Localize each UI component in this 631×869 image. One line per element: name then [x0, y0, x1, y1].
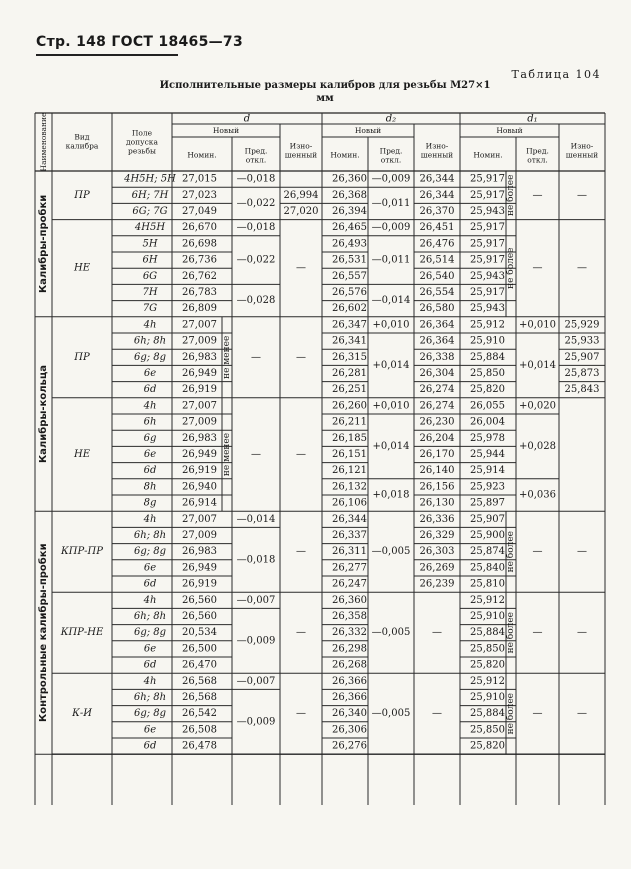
d2-nom-value: 26,132 [332, 481, 367, 493]
d2-nom-value: 26,332 [332, 627, 367, 639]
d1-worn-value: — [577, 546, 587, 558]
d-nom-value: 27,007 [182, 400, 217, 412]
d-nom-value: 26,783 [182, 287, 217, 298]
header-nominal: Номин. [330, 150, 360, 160]
d2-nom-value: 26,368 [332, 189, 367, 201]
d1-nom-value: 25,874 [470, 546, 505, 558]
d1-nom-value: 25,820 [470, 740, 505, 752]
header-tolerance: резьбы [128, 146, 156, 156]
d1-dev-value: +0,014 [518, 359, 557, 371]
d-nom-value: 26,470 [182, 659, 217, 671]
d1-nom-value: 25,912 [470, 319, 505, 331]
header-worn: Изно- [570, 141, 594, 151]
d1-nom-value: 25,810 [470, 578, 505, 590]
d-nom-value: 26,560 [182, 611, 217, 622]
header-deviation: откл. [380, 155, 402, 165]
d-dev-value: —0,007 [236, 675, 276, 687]
d1-worn-value: — [577, 262, 587, 274]
d-nom-value: 26,698 [182, 238, 217, 250]
kind-label: КПР-НЕ [60, 627, 104, 639]
d1-nom-value: 25,943 [470, 206, 505, 217]
d2-worn-value: 26,329 [419, 530, 455, 541]
d2-dev-value: —0,005 [371, 708, 411, 720]
d1-dev-value: — [532, 627, 543, 639]
tolerance-field: 6e [143, 724, 157, 736]
d-nom-value: 27,009 [182, 530, 217, 541]
tolerance-field: 6G [142, 270, 158, 282]
d-nom-value: 20,534 [182, 627, 217, 639]
tolerance-field: 6h; 8h [133, 335, 167, 347]
d-nom-value: 26,919 [182, 578, 217, 590]
header-deviation: Пред. [379, 146, 403, 156]
header-new: Новый [354, 126, 382, 135]
d2-worn-value: 26,156 [419, 481, 455, 493]
kind-label: КПР-ПР [60, 546, 104, 558]
group-label: Контрольные калибры-пробки [38, 543, 49, 722]
d1-worn-value: — [577, 189, 587, 201]
d2-dev-value: —0,009 [371, 173, 411, 185]
d1-worn-value: — [577, 708, 587, 720]
page-header: Стр. 148 ГОСТ 18465—73 [36, 34, 244, 50]
d1-dev-value: — [532, 189, 543, 201]
d2-dev-value: +0,014 [372, 359, 410, 371]
d2-nom-value: 26,347 [332, 319, 367, 331]
d-dev-value: — [251, 351, 261, 363]
d-worn-value: — [296, 627, 306, 639]
d2-nom-value: 26,315 [332, 351, 367, 363]
d2-nom-value: 26,360 [332, 173, 367, 185]
d1-nom-value: 25,850 [470, 368, 505, 379]
d2-nom-value: 26,341 [332, 335, 367, 347]
d2-worn-value: 26,274 [419, 384, 455, 396]
header-kind: Вид [74, 132, 90, 142]
d1-nom-value: 25,943 [470, 270, 505, 282]
d-nom-value: 27,049 [182, 206, 217, 217]
d2-worn-value: 26,514 [419, 254, 455, 266]
d1-nom-value: 25,900 [470, 530, 505, 541]
d2-nom-value: 26,276 [332, 740, 367, 752]
tolerance-field: 6d [143, 578, 157, 590]
kind-label: НЕ [73, 262, 91, 274]
d2-worn-value: 26,239 [419, 578, 455, 590]
header-kind: калибра [65, 141, 99, 151]
d-worn-value: — [296, 546, 306, 558]
d2-nom-value: 26,247 [332, 578, 367, 590]
header-worn: Изно- [425, 141, 449, 151]
d2-worn-value: 26,580 [419, 303, 455, 315]
d2-worn-value: 26,344 [419, 189, 455, 201]
d2-nom-value: 26,277 [332, 562, 367, 574]
tolerance-field: 6e [143, 643, 157, 655]
header-d: d [243, 113, 251, 125]
group-label: Калибры-пробки [38, 194, 49, 294]
header-worn: шенный [565, 150, 599, 160]
table-label: Таблица 104 [511, 68, 601, 81]
d1-nom-value: 25,884 [470, 627, 505, 639]
d1-dev-value: — [532, 262, 543, 274]
d2-nom-value: 26,268 [332, 659, 367, 671]
d-nom-value: 26,670 [182, 222, 217, 234]
d2-dev-value: —0,009 [371, 222, 411, 234]
kind-label: ПР [74, 189, 90, 201]
d-nom-value: 26,568 [182, 675, 217, 687]
d1-nom-value: 25,917 [470, 189, 505, 201]
d1-nom-value: 25,910 [470, 692, 505, 703]
note-vertical: не менее [222, 432, 232, 477]
d2-nom-value: 26,185 [332, 432, 367, 444]
header-d2: d₂ [385, 113, 397, 125]
d1-dev-value: +0,036 [518, 489, 557, 501]
d1-dev-value: +0,028 [518, 440, 557, 452]
d-nom-value: 26,500 [182, 643, 217, 655]
kind-label: НЕ [73, 449, 91, 460]
d-dev-value: —0,018 [236, 222, 276, 234]
header-worn: шенный [284, 150, 318, 160]
d2-worn-value: 26,451 [419, 222, 455, 234]
header-tolerance: допуска [126, 137, 158, 147]
d-nom-value: 26,568 [182, 692, 217, 703]
d2-dev-value: +0,014 [372, 440, 410, 452]
d1-nom-value: 25,850 [470, 724, 505, 736]
tolerance-field: 4h [143, 675, 157, 687]
d1-nom-value: 25,850 [470, 643, 505, 655]
d-nom-value: 27,009 [182, 416, 217, 428]
d1-dev-value: — [532, 546, 543, 558]
d2-nom-value: 26,251 [332, 384, 367, 396]
d2-worn-value: 26,476 [419, 238, 455, 250]
header-deviation: откл. [245, 155, 267, 165]
d1-nom-value: 25,907 [470, 513, 505, 525]
d-nom-value: 26,914 [182, 497, 217, 509]
header-new: Новый [212, 126, 240, 135]
d-nom-value: 26,560 [182, 594, 217, 606]
tolerance-field: 6h; 8h [133, 611, 167, 622]
tolerance-field: 4h [143, 400, 157, 412]
header-nominal: Номин. [473, 150, 503, 160]
d2-worn-value: 26,554 [419, 287, 455, 298]
d1-nom-value: 25,884 [470, 351, 505, 363]
d1-nom-value: 25,820 [470, 384, 505, 396]
tolerance-field: 6d [143, 384, 157, 396]
table-title-line1: Исполнительные размеры калибров для резьбы M27×1 [159, 80, 491, 91]
header-deviation: Пред. [244, 146, 268, 156]
d-nom-value: 26,983 [182, 432, 217, 444]
d1-dev-value: +0,020 [518, 400, 557, 412]
tolerance-field: 6g; 8g [133, 708, 167, 720]
d2-nom-value: 26,121 [332, 465, 367, 477]
tolerance-field: 6H [142, 254, 158, 266]
d2-dev-value: —0,005 [371, 627, 411, 639]
d2-worn-value: — [432, 627, 442, 639]
tolerance-field: 7H [142, 287, 158, 298]
d2-dev-value: +0,010 [372, 319, 410, 331]
tolerance-field: 4h [143, 594, 157, 606]
d1-nom-value: 25,820 [470, 659, 505, 671]
d1-worn-value: — [577, 627, 587, 639]
d2-nom-value: 26,260 [332, 400, 367, 412]
d-nom-value: 26,949 [182, 449, 217, 460]
d-nom-value: 27,015 [182, 173, 217, 185]
d1-nom-value: 25,917 [470, 222, 505, 234]
header-nominal: Номин. [187, 150, 217, 160]
d2-worn-value: 26,344 [419, 173, 455, 185]
d1-dev-value: — [532, 708, 543, 720]
d2-nom-value: 26,306 [332, 724, 367, 736]
tolerance-field: 4H5H [134, 222, 166, 234]
note-vertical: не более [506, 611, 516, 654]
header-new: Новый [496, 126, 523, 135]
kind-label: ПР [74, 351, 90, 363]
tolerance-field: 6G; 7G [132, 206, 168, 217]
header-worn: шенный [420, 150, 454, 160]
d-dev-value: —0,007 [236, 594, 276, 606]
tolerance-field: 6h; 8h [133, 530, 167, 541]
d-nom-value: 26,762 [182, 270, 217, 282]
d-dev-value: —0,022 [236, 197, 276, 209]
header-d1: d₁ [527, 113, 538, 125]
header-tolerance: Поле [131, 128, 153, 138]
header-worn: Изно- [289, 141, 313, 151]
d2-nom-value: 26,576 [332, 287, 367, 298]
tolerance-field: 6d [143, 740, 157, 752]
tolerance-field: 6g; 8g [133, 351, 167, 363]
tolerance-field: 6e [143, 368, 157, 379]
d1-nom-value: 25,914 [470, 465, 505, 477]
d2-nom-value: 26,493 [332, 238, 367, 250]
d-worn-value: — [296, 351, 306, 363]
d-nom-value: 26,542 [182, 708, 217, 720]
table-title-units: мм [316, 93, 334, 104]
d2-worn-value: 26,204 [419, 432, 455, 444]
note-vertical: не менее [222, 335, 232, 379]
d1-nom-value: 25,897 [470, 497, 505, 509]
d1-worn-value: 25,933 [564, 335, 600, 347]
d2-nom-value: 26,281 [332, 368, 367, 379]
d1-dev-value: +0,010 [518, 319, 557, 331]
note-vertical: не более [506, 174, 516, 217]
d2-nom-value: 26,557 [332, 270, 367, 282]
tolerance-field: 6g; 8g [133, 627, 167, 639]
tolerance-field: 8h [143, 481, 157, 493]
d2-worn-value: 26,303 [419, 546, 455, 558]
d-dev-value: —0,028 [236, 295, 276, 307]
d-nom-value: 26,949 [182, 368, 217, 379]
header-deviation: Пред. [526, 146, 549, 156]
tolerance-field: 6h; 8h [133, 692, 167, 703]
d-nom-value: 26,983 [182, 351, 217, 363]
d2-worn-value: 26,364 [419, 319, 455, 331]
d2-dev-value: +0,018 [372, 489, 410, 501]
d2-worn-value: — [432, 708, 442, 720]
d2-nom-value: 26,211 [332, 416, 367, 428]
d-nom-value: 27,023 [182, 189, 217, 201]
d-nom-value: 26,478 [182, 740, 217, 752]
tolerance-field: 4h [143, 513, 157, 525]
tolerance-field: 5H [142, 238, 158, 250]
tolerance-field: 7G [142, 303, 158, 315]
d2-nom-value: 26,465 [332, 222, 367, 234]
header-name-column: Наименование [39, 112, 48, 172]
d-nom-value: 26,919 [182, 465, 217, 477]
d2-nom-value: 26,366 [332, 692, 367, 703]
d-nom-value: 26,983 [182, 546, 217, 558]
d-nom-value: 27,007 [182, 319, 217, 331]
note-vertical: не более [506, 692, 516, 735]
d2-nom-value: 26,602 [332, 303, 367, 315]
d2-worn-value: 26,540 [419, 270, 455, 282]
d1-nom-value: 25,912 [470, 594, 505, 606]
d2-nom-value: 26,298 [332, 643, 367, 655]
d-nom-value: 26,809 [182, 303, 217, 315]
d1-nom-value: 25,978 [470, 432, 505, 444]
tolerance-field: 6H; 7H [131, 189, 169, 201]
d1-nom-value: 25,912 [470, 675, 505, 687]
d1-worn-value: 25,843 [564, 384, 600, 396]
d1-worn-value: 25,929 [564, 319, 600, 331]
d1-nom-value: 25,917 [470, 287, 505, 298]
d1-nom-value: 25,884 [470, 708, 505, 720]
d1-nom-value: 25,910 [470, 611, 505, 622]
d-dev-value: —0,014 [236, 513, 276, 525]
tolerance-field: 6h [143, 416, 157, 428]
d2-worn-value: 26,269 [419, 562, 455, 574]
d2-worn-value: 26,170 [419, 449, 455, 460]
d-worn-value: 27,020 [283, 206, 319, 217]
d-worn-value: — [296, 449, 306, 460]
d1-nom-value: 26,004 [470, 416, 505, 428]
tolerance-field: 6d [143, 659, 157, 671]
d2-dev-value: —0,011 [371, 254, 411, 266]
d-nom-value: 26,919 [182, 384, 217, 396]
d2-nom-value: 26,366 [332, 675, 367, 687]
group-label: Калибры-кольца [38, 364, 49, 464]
kind-label: К-И [72, 708, 92, 720]
d1-nom-value: 25,944 [470, 449, 505, 460]
d2-worn-value: 26,370 [419, 206, 455, 217]
d2-nom-value: 26,531 [332, 254, 367, 266]
d-dev-value: —0,018 [236, 554, 276, 566]
d-nom-value: 26,736 [182, 254, 217, 266]
d2-worn-value: 26,336 [419, 513, 455, 525]
d-dev-value: — [251, 449, 261, 460]
d2-nom-value: 26,340 [332, 708, 367, 720]
tolerance-field: 6g [143, 432, 157, 444]
d1-nom-value: 25,917 [470, 254, 505, 266]
d-nom-value: 26,949 [182, 562, 217, 574]
d2-worn-value: 26,304 [419, 368, 455, 379]
d-dev-value: —0,009 [236, 635, 276, 647]
d1-worn-value: 25,907 [564, 351, 600, 363]
d2-dev-value: —0,014 [371, 295, 411, 307]
d-worn-value: 26,994 [283, 189, 319, 201]
d1-nom-value: 25,910 [470, 335, 505, 347]
note-vertical: не более [506, 247, 516, 289]
tolerance-field: 6d [143, 465, 157, 477]
d2-worn-value: 26,230 [419, 416, 455, 428]
d2-nom-value: 26,344 [332, 513, 367, 525]
d1-worn-value: 25,873 [564, 368, 600, 379]
d1-nom-value: 25,923 [470, 481, 505, 493]
d1-nom-value: 25,840 [470, 562, 505, 574]
tolerance-field: 6e [143, 562, 157, 574]
d2-nom-value: 26,360 [332, 594, 367, 606]
d2-nom-value: 26,311 [332, 546, 367, 558]
tolerance-field: 4h [143, 319, 157, 331]
d2-dev-value: —0,005 [371, 546, 411, 558]
d-nom-value: 26,508 [182, 724, 217, 736]
d2-dev-value: +0,010 [372, 400, 410, 412]
d2-worn-value: 26,130 [419, 497, 455, 509]
d-nom-value: 27,009 [182, 335, 217, 347]
d2-nom-value: 26,151 [332, 449, 367, 460]
tolerance-field: 6e [143, 449, 157, 460]
d1-nom-value: 26,055 [470, 400, 505, 412]
header-deviation: откл. [527, 155, 548, 165]
d1-nom-value: 25,943 [470, 303, 505, 315]
d1-nom-value: 25,917 [470, 238, 505, 250]
d-worn-value: — [296, 708, 306, 720]
note-vertical: не более [506, 530, 516, 573]
d-worn-value: — [296, 262, 306, 274]
d-dev-value: —0,009 [236, 716, 276, 728]
d2-nom-value: 26,358 [332, 611, 367, 622]
d-nom-value: 26,940 [182, 481, 217, 493]
tolerance-field: 4H5H; 5H [124, 173, 176, 185]
d2-dev-value: —0,011 [371, 197, 411, 209]
d-dev-value: —0,022 [236, 254, 276, 266]
d2-worn-value: 26,364 [419, 335, 455, 347]
d2-nom-value: 26,337 [332, 530, 367, 541]
d1-nom-value: 25,917 [470, 173, 505, 185]
d2-worn-value: 26,338 [419, 351, 455, 363]
d2-worn-value: 26,140 [419, 465, 455, 477]
tolerance-field: 8g [143, 497, 157, 509]
d-nom-value: 27,007 [182, 513, 217, 525]
d2-worn-value: 26,274 [419, 400, 455, 412]
d2-nom-value: 26,106 [332, 497, 367, 509]
tolerance-field: 6g; 8g [133, 546, 167, 558]
d2-nom-value: 26,394 [332, 206, 367, 217]
d-dev-value: —0,018 [236, 173, 276, 185]
